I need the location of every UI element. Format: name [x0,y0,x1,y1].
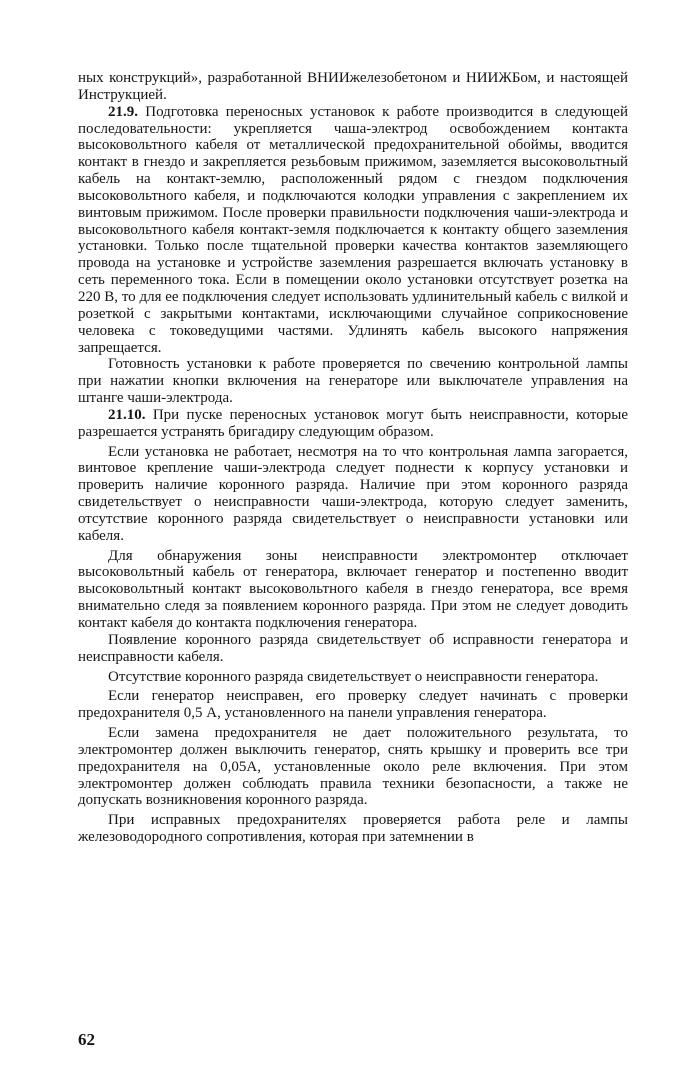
paragraph: Если замена предохранителя не дает положительного результата, то электромонтер должен выключить генератор, снять крышку и проверить все три предохранителя на 0,05А, установленные около реле включения. При этом электромонтер должен соблюдать правила техники безопасности, а также не допускать возникновения коронного разряда. [78,725,628,809]
paragraph-continuation: ных конструкций», разработанной ВНИИжелезобетоном и НИИЖБом, и настоящей Инструкцией. [78,70,628,103]
page-number: 62 [78,1030,95,1049]
section-text: Подготовка переносных установок к работе производится в следующей последовательности: укрепляется чаша-электрод освобождением контакта высоковольтного кабеля от металлической предохранительной обоймы, вводится контакт в гнездо и закрепляется резьбовым прижимом, заземляется высоковольтный кабель на контакт-землю, расположенный рядом с гнездом подключения высоковольтного кабеля, и подключаются колодки управления с закреплением их винтовым прижимом. После проверки правильности подключения чаши-электрода и высоковольтного кабеля контакт-земля подключается к контакту общего заземления установки. Только после тщательной проверки качества контактов заземляющего провода на установке и устройстве заземления разрешается включать установку в сеть переменного тока. Если в помещении около установки отсутствует розетка на 220 В, то для ее подключения следует использовать удлинительный кабель с вилкой и розеткой с закрытыми контактами, исключающими случайное соприкосновение человека с токоведущими частями. Удлинять кабель высокого напряжения запрещается. [78,103,628,356]
paragraph: Готовность установки к работе проверяется по свечению контрольной лампы при нажатии кнопки включения на генераторе или выключателе управления на штанге чаши-электрода. [78,356,628,407]
paragraph-section-21-10 [78,407,628,441]
paragraph: При исправных предохранителях проверяется работа реле и лампы железоводородного сопротивления, которая при затемнении в [78,812,628,846]
paragraph: Для обнаружения зоны неисправности электромонтер отключает высоковольтный кабель от генератора, включает генератор и постепенно вводит высоковольтный контакт высоковольтного кабеля в гнездо генератора, все время внимательно следя за появлением коронного разряда. При этом не следует доводить контакт кабеля до контакта подключения генератора. [78,547,628,631]
paragraph: Появление коронного разряда свидетельствует об исправности генератора и неисправности кабеля. [78,631,628,665]
paragraph: Если генератор неисправен, его проверку следует начинать с проверки предохранителя 0,5 А, установленного на панели управления генератора. [78,688,628,722]
body-text [78,70,628,846]
paragraph: Если установка не работает, несмотря на то что контрольная лампа загорается, винтовое крепление чаши-электрода следует поднести к корпусу установки и проверить наличие коронного разряда. Наличие при этом коронного разряда свидетельствует о неисправности чаши-электрода, которую следует заменить, отсутствие коронного разряда свидетельствует о неисправности установки или кабеля. [78,443,628,544]
section-text: При пуске переносных установок могут быть неисправности, которые разрешается устранять бригадиру следующим образом. [78,406,628,440]
paragraph-section-21-9 [78,104,628,357]
section-number: 21.10. [108,406,146,423]
section-number: 21.9. [108,103,138,120]
paragraph: Отсутствие коронного разряда свидетельствует о неисправности генератора. [108,668,599,685]
